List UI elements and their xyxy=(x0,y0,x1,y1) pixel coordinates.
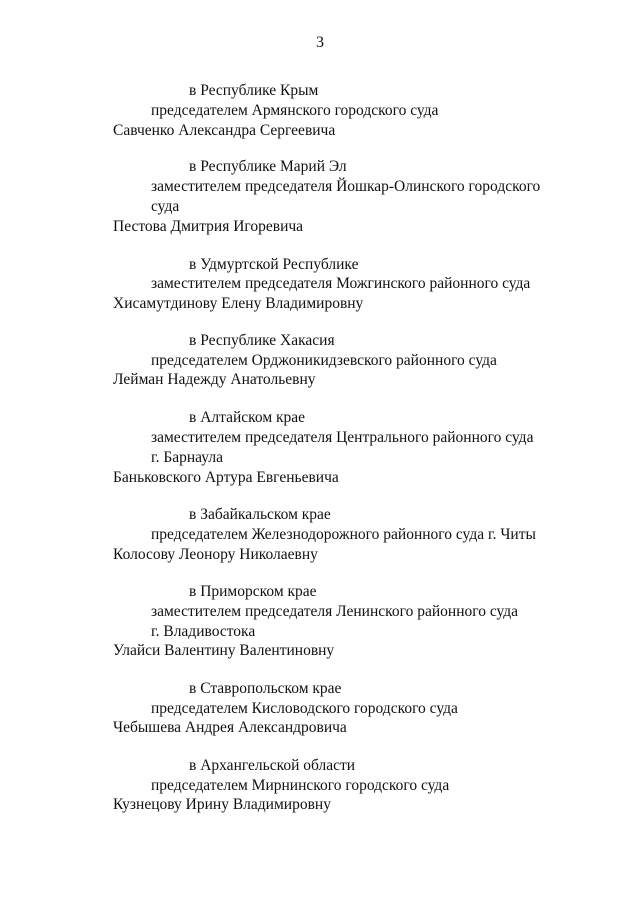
position-line: заместителем председателя Можгинского районного суда xyxy=(151,275,531,292)
person-name: Улайси Валентину Валентиновну xyxy=(113,642,335,659)
region-line: в Ставропольском крае xyxy=(189,680,342,697)
person-name: Пестова Дмитрия Игоревича xyxy=(113,218,304,235)
region-line: в Архангельской области xyxy=(189,757,356,774)
person-name: Хисамутдинову Елену Владимировну xyxy=(113,295,364,312)
person-name: Колосову Леонору Николаевну xyxy=(113,546,318,563)
position-line: заместителем председателя Центрального районного суда xyxy=(151,429,534,446)
region-line: в Удмуртской Республике xyxy=(189,256,359,273)
position-line: председателем Мирнинского городского суда xyxy=(151,777,450,794)
position-line-continuation: г. Барнаула xyxy=(151,449,223,466)
position-line: председателем Железнодорожного районного суда г. Читы xyxy=(151,526,536,543)
position-line: заместителем председателя Йошкар-Олинского городского xyxy=(151,178,541,195)
region-line: в Республике Хакасия xyxy=(189,332,335,349)
person-name: Савченко Александра Сергеевича xyxy=(113,122,336,139)
region-line: в Республике Крым xyxy=(189,82,319,99)
page-number: 3 xyxy=(316,34,324,51)
region-line: в Забайкальском крае xyxy=(189,506,331,523)
person-name: Лейман Надежду Анатольевну xyxy=(113,371,316,388)
region-line: в Республике Марий Эл xyxy=(189,158,347,175)
position-line: заместителем председателя Ленинского районного суда xyxy=(151,603,519,620)
person-name: Чебышева Андрея Александровича xyxy=(113,719,347,736)
position-line: председателем Орджоникидзевского районного суда xyxy=(151,352,497,369)
person-name: Баньковского Артура Евгеньевича xyxy=(113,469,339,486)
position-line-continuation: г. Владивостока xyxy=(151,623,256,640)
region-line: в Алтайском крае xyxy=(189,409,306,426)
position-line-continuation: суда xyxy=(151,198,180,215)
person-name: Кузнецову Ирину Владимировну xyxy=(113,796,331,813)
position-line: председателем Кисловодского городского суда xyxy=(151,700,458,717)
region-line: в Приморском крае xyxy=(189,583,317,600)
position-line: председателем Армянского городского суда xyxy=(151,102,439,119)
